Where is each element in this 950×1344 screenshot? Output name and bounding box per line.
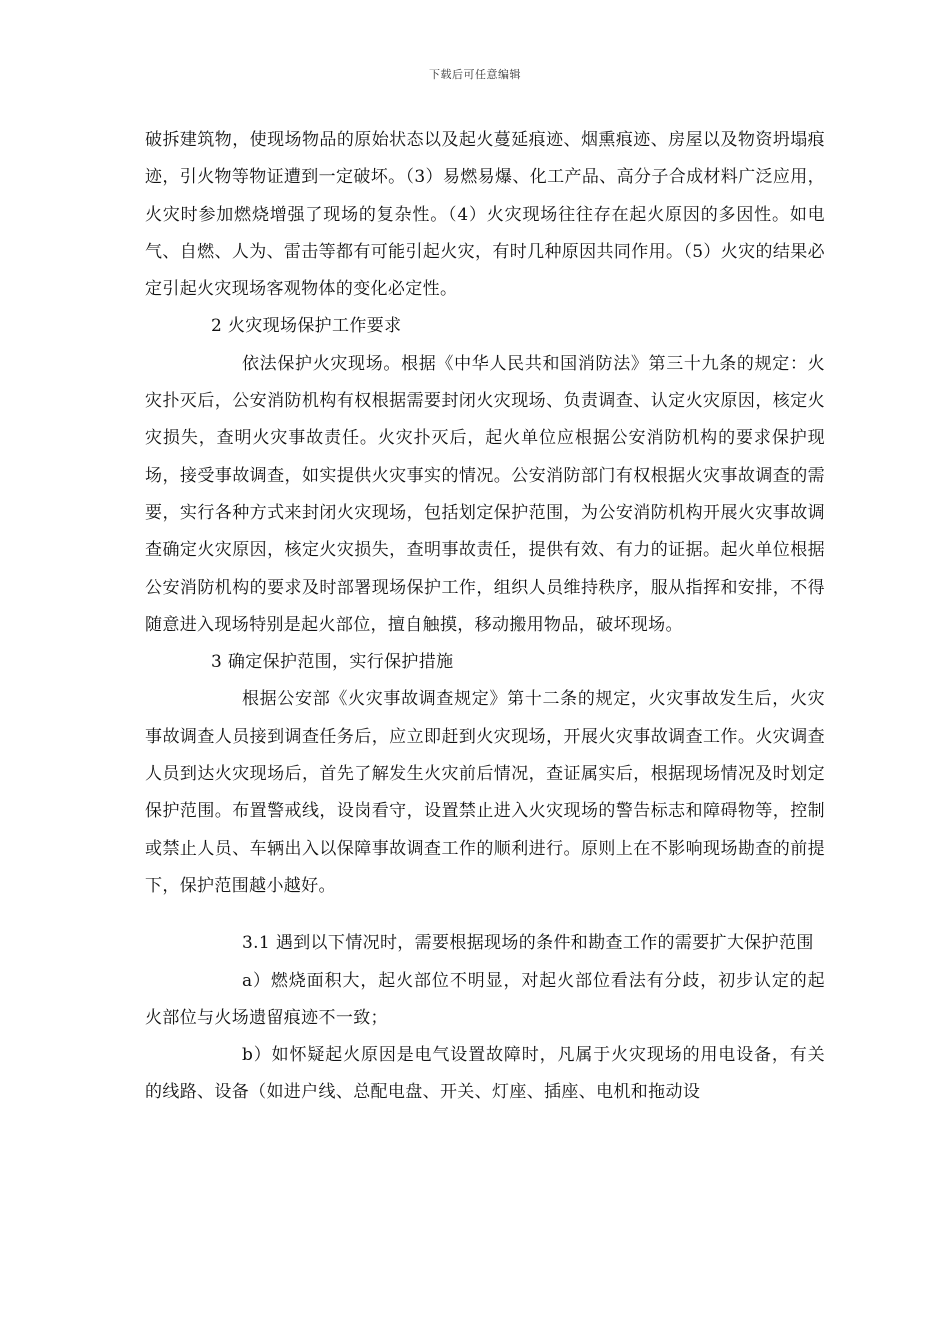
document-body: [145, 122, 825, 1112]
paragraph-protection-requirements: 依法保护火灾现场。根据《中华人民共和国消防法》第三十九条的规定：火灾扑灭后，公安消防机构有权根据需要封闭火灾现场、负责调查、认定火灾原因，核定火灾损失，查明火灾事故责任。火灾扑灭后，起火单位应根据公安消防机构的要求保护现场，接受事故调查，如实提供火灾事实的情况。公安消防部门有权根据火灾事故调查的需要，实行各种方式来封闭火灾现场，包括划定保护范围，为公安消防机构开展火灾事故调查确定火灾原因，核定火灾损失，查明事故责任，提供有效、有力的证据。起火单位根据公安消防机构的要求及时部署现场保护工作，组织人员维持秩序，服从指挥和安排，不得随意进入现场特别是起火部位，擅自触摸，移动搬用物品，破坏现场。: [145, 353, 825, 635]
paragraph-continuation: 破拆建筑物，使现场物品的原始状态以及起火蔓延痕迹、烟熏痕迹、房屋以及物资坍塌痕迹，引火物等物证遭到一定破坏。（3）易燃易爆、化工产品、高分子合成材料广泛应用，火灾时参加燃烧增强了现场的复杂性。（4）火灾现场往往存在起火原因的多因性。如电气、自燃、人为、雷击等都有可能引起火灾，有时几种原因共同作用。（5）火灾的结果必定引起火灾现场客观物体的变化必定性。: [145, 130, 825, 300]
section-heading-2: 2 火灾现场保护工作要求: [211, 316, 402, 337]
paragraph-spacer: [145, 905, 825, 925]
page-header: 下载后可任意编辑: [429, 68, 521, 81]
list-item-b: b）如怀疑起火原因是电气设置故障时，凡属于火灾现场的用电设备，有关的线路、设备（如进户线、总配电盘、开关、灯座、插座、电机和拖动设: [145, 1045, 825, 1103]
paragraph-protection-scope: 根据公安部《火灾事故调查规定》第十二条的规定，火灾事故发生后，火灾事故调查人员接到调查任务后，应立即赶到火灾现场，开展火灾事故调查工作。火灾调查人员到达火灾现场后，首先了解发生火灾前后情况，查证属实后，根据现场情况及时划定保护范围。布置警戒线，设岗看守，设置禁止进入火灾现场的警告标志和障碍物等，控制或禁止人员、车辆出入以保障事故调查工作的顺利进行。原则上在不影响现场勘查的前提下，保护范围越小越好。: [145, 689, 825, 896]
section-heading-3: 3 确定保护范围，实行保护措施: [211, 652, 454, 673]
subsection-heading-3-1: 3.1 遇到以下情况时，需要根据现场的条件和勘查工作的需要扩大保护范围: [242, 933, 814, 954]
list-item-a: a）燃烧面积大，起火部位不明显，对起火部位看法有分歧，初步认定的起火部位与火场遗留痕迹不一致；: [145, 970, 825, 1028]
